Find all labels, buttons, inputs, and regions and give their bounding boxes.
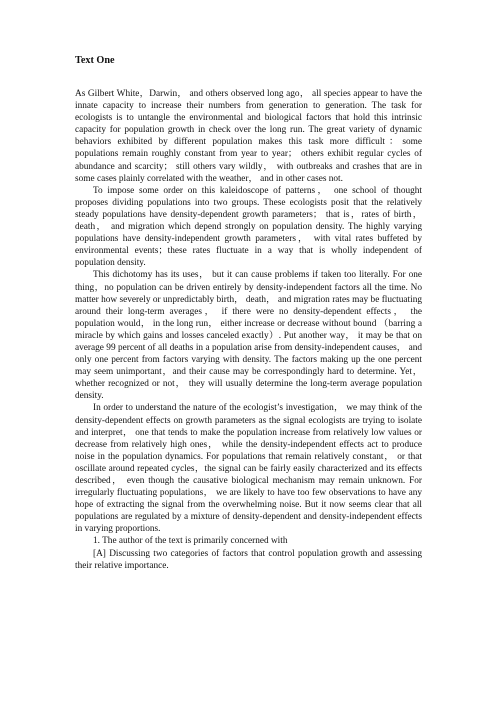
paragraph-4: In order to understand the nature of the ecologist’s investigation， we may think of the density-dependent effects on growth parameters as the signal ecologists are trying to isolate and interpret， one that tends to make the population increase from relatively low values or decrease from relatively high ones， while the density-independent effects act to produce noise in the population dynamics. For populations that remain relatively constant， or that oscillate around repeated cycles，the signal can be fairly easily characterized and its effects described， even though the causative biological mechanism may remain unknown. For irregularly fluctuating populations， we are likely to have too few observations to have any hope of extracting the signal from the overwhelming noise. But it now seems clear that all populations are regulated by a mixture of density-dependent and density-independent effects in varying proportions.	[75, 403, 422, 535]
paragraph-1: As Gilbert White，Darwin， and others observed long ago， all species appear to have the innate capacity to increase their numbers from generation to generation. The task for ecologists is to untangle the environmental and biological factors that hold this intrinsic capacity for population growth in check over the long run. The great variety of dynamic behaviors exhibited by different population makes this task more difficult：some populations remain roughly constant from year to year； others exhibit regular cycles of abundance and scarcity； still others vary wildly， with outbreaks and crashes that are in some cases plainly correlated with the weather， and in other cases not.	[75, 89, 422, 184]
question-stem: 1. The author of the text is primarily concerned with	[93, 536, 288, 547]
paragraph-3: This dichotomy has its uses， but it can cause problems if taken too literally. For one thing，no population can be driven entirely by density-independent factors all the time. No matter how severely or unpredictably birth， death， and migration rates may be fluctuating around their long-term averages， if there were no density-dependent effects， the population would， in the long run， either increase or decrease without bound （barring a miracle by which gains and losses canceled exactly）. Put another way， it may be that on average 99 percent of all deaths in a population arise from density-independent causes， and only one percent from factors varying with density. The factors making up the one percent may seem unimportant，and their cause may be correspondingly hard to determine. Yet， whether recognized or not， they will usually determine the long-term average population density.	[75, 270, 422, 402]
answer-option-a: [A] Discussing two categories of factors that control population growth and assessing their relative importance.	[75, 548, 422, 571]
document-title: Text One	[75, 55, 115, 66]
paragraph-2: To impose some order on this kaleidoscope of patterns， one school of thought proposes dividing populations into two groups. These ecologists posit that the relatively steady populations have density-dependent growth parameters； that is，rates of birth， death， and migration which depend strongly on population density. The highly varying populations have density-independent growth parameters， with vital rates buffeted by environmental events；these rates fluctuate in a way that is wholly independent of population density.	[75, 185, 422, 269]
document-page	[75, 54, 422, 572]
